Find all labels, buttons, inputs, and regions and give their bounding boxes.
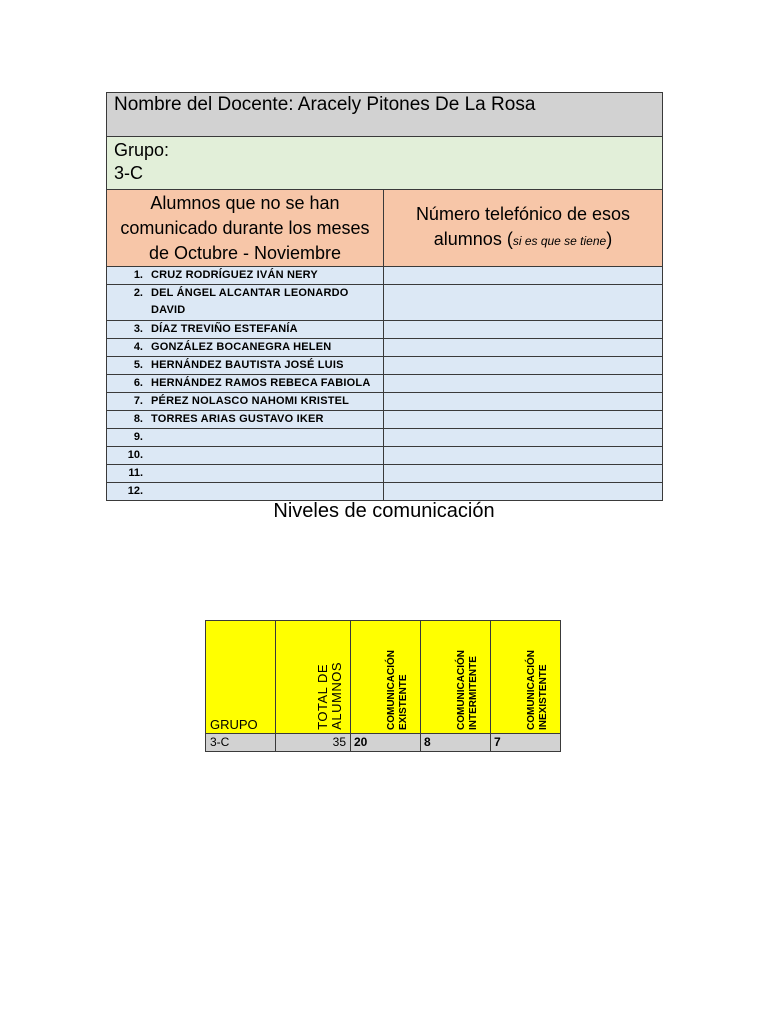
phone-cell (384, 321, 663, 339)
total-header-line1: TOTAL DE (315, 664, 330, 730)
student-name: CRUZ RODRÍGUEZ IVÁN NERY (151, 269, 318, 281)
student-cell (107, 267, 384, 285)
levels-header-row (206, 621, 561, 734)
total-header-label (316, 662, 344, 730)
student-number: 10. (127, 449, 143, 461)
table-row (107, 483, 663, 501)
table-row (107, 411, 663, 429)
student-cell (107, 483, 384, 501)
group-value: 3-C (114, 163, 144, 183)
student-name: DÍAZ TREVIÑO ESTEFANÍA (151, 323, 298, 335)
student-number: 6. (133, 377, 143, 389)
intermitente-header (421, 621, 491, 734)
intermitente-value: 8 (421, 734, 491, 752)
total-header (276, 621, 351, 734)
phone-cell (384, 375, 663, 393)
student-name: PÉREZ NOLASCO NAHOMI KRISTEL (151, 395, 350, 407)
student-number: 2. (133, 287, 143, 299)
phone-cell (384, 267, 663, 285)
group-cell (107, 137, 663, 190)
communication-levels-table (205, 620, 561, 752)
student-name: HERNÁNDEZ BAUTISTA JOSÉ LUIS (151, 359, 344, 371)
inexistente-header-line2: INEXISTENTE (538, 664, 549, 730)
phone-cell (384, 483, 663, 501)
student-number: 12. (127, 485, 143, 497)
student-number: 11. (128, 467, 143, 479)
grupo-header (206, 621, 276, 734)
levels-data-row (206, 734, 561, 752)
total-header-line2: ALUMNOS (329, 662, 344, 730)
inexistente-value: 7 (491, 734, 561, 752)
student-number: 5. (133, 359, 143, 371)
phone-cell (384, 447, 663, 465)
phone-header-note: si es que se tiene (512, 234, 607, 248)
student-number: 3. (133, 323, 143, 335)
inexistente-header (491, 621, 561, 734)
student-cell (107, 447, 384, 465)
existente-value: 20 (351, 734, 421, 752)
phone-cell (384, 285, 663, 321)
phone-cell (384, 393, 663, 411)
student-name: TORRES ARIAS GUSTAVO IKER (151, 413, 324, 425)
communication-levels-title: Niveles de comunicación (273, 500, 495, 522)
student-name: DEL ÁNGEL ALCANTAR LEONARDO DAVID (151, 287, 349, 316)
table-row (107, 339, 663, 357)
header-row (107, 190, 663, 267)
existente-header (351, 621, 421, 734)
student-cell (107, 375, 384, 393)
student-number: 8. (133, 413, 143, 425)
inexistente-header-line1: COMUNICACIÓN (526, 650, 537, 730)
students-table (106, 92, 663, 501)
students-header: Alumnos que no se han comunicado durante los meses de Octubre - Noviembre (107, 190, 384, 267)
student-name: GONZÁLEZ BOCANEGRA HELEN (151, 341, 332, 353)
student-number: 1. (133, 269, 143, 281)
student-cell (107, 339, 384, 357)
phone-cell (384, 465, 663, 483)
table-row (107, 285, 663, 321)
table-row (107, 393, 663, 411)
table-row (107, 447, 663, 465)
phone-cell (384, 357, 663, 375)
group-label: Grupo: (114, 140, 170, 160)
grupo-header-label: GRUPO (210, 717, 258, 732)
phone-header-main: Número telefónico de esos alumnos ( (415, 204, 631, 249)
phone-header (384, 190, 663, 267)
student-cell (107, 465, 384, 483)
grupo-value: 3-C (206, 734, 276, 752)
teacher-name: Nombre del Docente: Aracely Pitones De La Rosa (107, 93, 663, 137)
existente-header-label (386, 650, 410, 730)
existente-header-line1: COMUNICACIÓN (386, 650, 397, 730)
table-row (107, 375, 663, 393)
phone-header-close: ) (606, 229, 613, 249)
student-name: HERNÁNDEZ RAMOS REBECA FABIOLA (151, 377, 371, 389)
phone-cell (384, 411, 663, 429)
table-row (107, 429, 663, 447)
phone-cell (384, 339, 663, 357)
group-row (107, 137, 663, 190)
teacher-row (107, 93, 663, 137)
existente-header-line2: EXISTENTE (398, 674, 409, 730)
table-row (107, 267, 663, 285)
student-cell (107, 393, 384, 411)
phone-cell (384, 429, 663, 447)
table-row (107, 465, 663, 483)
student-cell (107, 285, 384, 321)
student-cell (107, 321, 384, 339)
student-cell (107, 429, 384, 447)
intermitente-header-line2: INTERMITENTE (468, 656, 479, 730)
table-row (107, 357, 663, 375)
student-number: 4. (133, 341, 143, 353)
intermitente-header-line1: COMUNICACIÓN (456, 650, 467, 730)
student-number: 7. (133, 395, 143, 407)
student-cell (107, 357, 384, 375)
intermitente-header-label (456, 650, 480, 730)
student-cell (107, 411, 384, 429)
total-value: 35 (276, 734, 351, 752)
student-number: 9. (133, 431, 143, 443)
table-row (107, 321, 663, 339)
inexistente-header-label (526, 650, 550, 730)
